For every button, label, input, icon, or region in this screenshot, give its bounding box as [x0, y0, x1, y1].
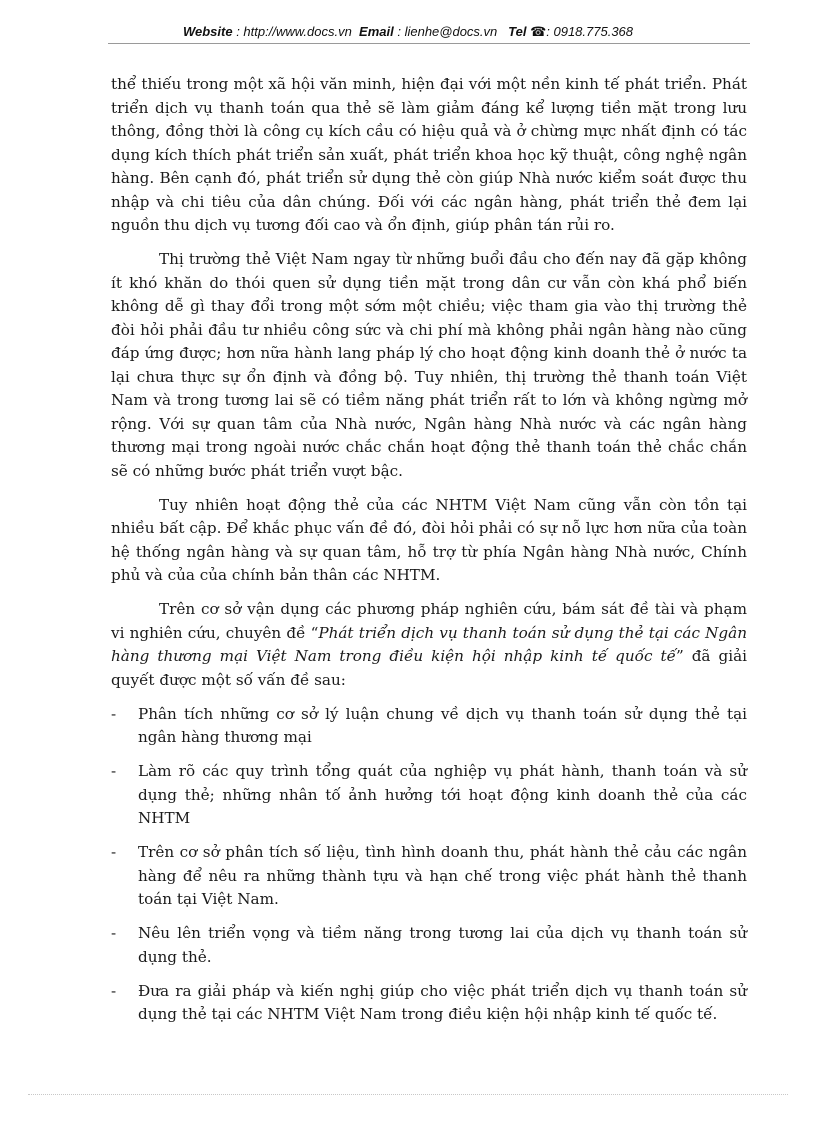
list-item-text: Phân tích những cơ sở lý luận chung về dịch vụ thanh toán sử dụng thẻ tại ngân hàng thương mại	[138, 704, 747, 746]
bullet-dash: -	[111, 924, 117, 942]
intro-text-before: Trên cơ sở vận dụng các phương pháp nghiên cứu, bám sát đề tài và phạm vi nghiên cứu, chuyên đề “	[111, 600, 747, 642]
tel-value: : 0918.775.368	[546, 24, 634, 39]
list-item-text: Làm rõ các quy trình tổng quát của nghiệp vụ phát hành, thanh toán và sử dụng thẻ; những nhân tố ảnh hưởng tới hoạt động kinh doanh thẻ của các NHTM	[138, 762, 747, 827]
list-item-text: Đưa ra giải pháp và kiến nghị giúp cho việc phát triển dịch vụ thanh toán sử dụng thẻ tại các NHTM Việt Nam trong điều kiện hội nhập kinh tế quốc tế.	[138, 981, 747, 1023]
list-item	[111, 841, 747, 912]
header-divider	[108, 43, 750, 44]
bullet-dash: -	[111, 704, 117, 723]
intro-paragraph	[111, 598, 747, 692]
page-header	[0, 24, 816, 40]
findings-list	[111, 703, 747, 1027]
paragraph-3: Tuy nhiên hoạt động thẻ của các NHTM Việt Nam cũng vẫn còn tồn tại nhiều bất cập. Để khắc phục vấn đề đó, đòi hỏi phải có sự nỗ lực hơn nữa của toàn hệ thống ngân hàng và sự quan tâm, hỗ trợ từ phía Ngân hàng Nhà nước, Chính phủ và của của chính bản thân các NHTM.	[111, 495, 747, 584]
bullet-dash: -	[111, 981, 117, 1000]
footer-divider	[28, 1094, 788, 1095]
tel-label: Tel	[508, 24, 527, 39]
email-value[interactable]: : lienhe@docs.vn	[397, 24, 498, 39]
bullet-dash: -	[111, 762, 117, 780]
list-item	[111, 980, 747, 1027]
list-item	[111, 760, 747, 831]
list-item	[111, 922, 747, 969]
intro-text-after: ” đã giải quyết được một số vấn đề sau:	[111, 647, 747, 689]
email-label: Email	[359, 24, 394, 39]
website-url[interactable]: : http://www.docs.vn	[236, 24, 352, 39]
bullet-dash: -	[111, 843, 117, 861]
list-item-text: Nêu lên triển vọng và tiềm năng trong tương lai của dịch vụ thanh toán sử dụng thẻ.	[138, 924, 747, 966]
phone-icon: ☎	[530, 24, 547, 39]
paragraph-1: thể thiếu trong một xã hội văn minh, hiện đại với một nền kinh tế phát triển. Phát triển dịch vụ thanh toán qua thẻ sẽ làm giảm đáng kể lượng tiền mặt trong lưu thông, đồng thời là công cụ kích cầu có hiệu quả và ở chừng mực nhất định có tác dụng kích thích phát triển sản xuất, phát triển khoa học kỹ thuật, công nghệ ngân hàng. Bên cạnh đó, phát triển sử dụng thẻ còn giúp Nhà nước kiểm soát được thu nhập và chi tiêu của dân chúng. Đối với các ngân hàng, phát triển thẻ đem lại nguồn thu dịch vụ tương đối cao và ổn định, giúp phân tán rủi ro.	[111, 75, 747, 234]
list-item	[111, 703, 747, 750]
paragraph-2: Thị trường thẻ Việt Nam ngay từ những buổi đầu cho đến nay đã gặp không ít khó khăn do thói quen sử dụng tiền mặt trong dân cư vẫn còn khá phổ biến không dễ gì thay đổi trong một sớm một chiều; việc tham gia vào thị trường thẻ đòi hỏi phải đầu tư nhiều công sức và chi phí mà không phải ngân hàng nào cũng đáp ứng được; hơn nữa hành lang pháp lý cho hoạt động kinh doanh thẻ ở nước ta lại chưa thực sự ổn định và đồng bộ. Tuy nhiên, thị trường thẻ thanh toán Việt Nam và trong tương lai sẽ có tiềm năng phát triển rất to lớn và không ngừng mở rộng. Với sự quan tâm của Nhà nước, Ngân hàng Nhà nước và các ngân hàng thương mại trong ngoài nước chắc chắn hoạt động thẻ thanh toán thẻ chắc chắn sẽ có những bước phát triển vượt bậc.	[111, 250, 747, 480]
document-body	[111, 73, 747, 1037]
thesis-title: Phát triển dịch vụ thanh toán sử dụng thẻ tại các Ngân hàng thương mại Việt Nam trong điều kiện hội nhập kinh tế quốc tế	[111, 623, 747, 665]
list-item-text: Trên cơ sở phân tích số liệu, tình hình doanh thu, phát hành thẻ cảu các ngân hàng để nêu ra những thành tựu và hạn chế trong việc phát hành thẻ thanh toán tại Việt Nam.	[138, 843, 747, 908]
website-label: Website	[182, 24, 233, 39]
